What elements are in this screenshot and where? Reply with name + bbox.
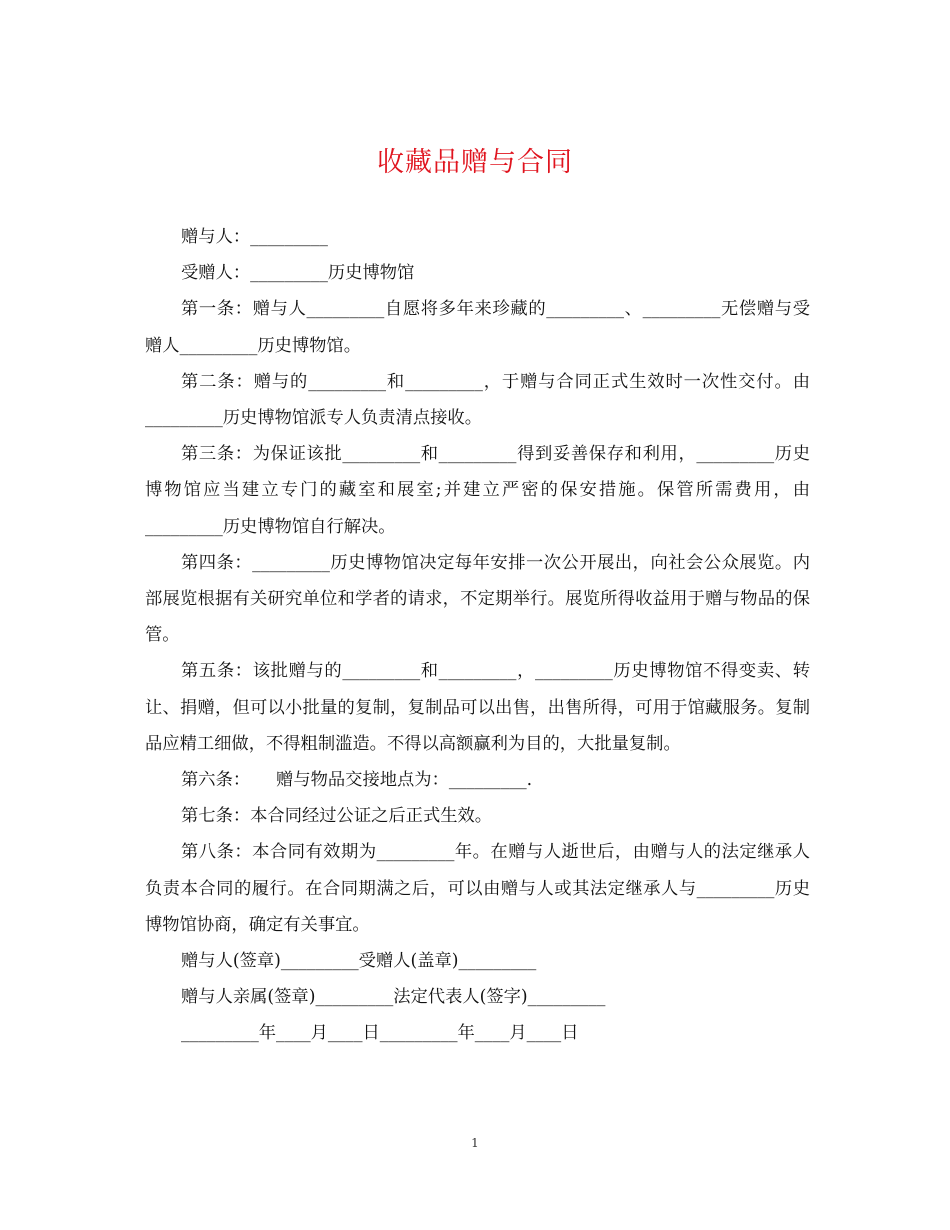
article-6: 第六条： 赠与物品交接地点为：_________. [181, 770, 533, 791]
contract-body [145, 219, 810, 1052]
article-5: 第五条：该批赠与的_________和_________，_________历史博物馆不得变卖、转让、捐赠，但可以小批量的复制，复制品可以出售，出售所得，可用于馆藏服务。复制品应精工细做，不得粗制滥造。不得以高额赢利为目的，大批量复制。 [145, 661, 810, 754]
article-1: 第一条：赠与人_________自愿将多年来珍藏的_________、_________无偿赠与受赠人_________历史博物馆。 [145, 299, 810, 356]
signature-line-1: 赠与人(签章)_________受赠人(盖章)_________ [181, 951, 537, 972]
signature-line-2: 赠与人亲属(签章)_________法定代表人(签字)_________ [181, 987, 606, 1008]
article-8: 第八条：本合同有效期为_________年。在赠与人逝世后，由赠与人的法定继承人负责本合同的履行。在合同期满之后，可以由赠与人或其法定继承人与_________历史博物馆协商，确定有关事宜。 [145, 842, 810, 935]
article-3: 第三条：为保证该批_________和_________得到妥善保存和利用，_________历史博物馆应当建立专门的藏室和展室;并建立严密的保安措施。保管所需费用，由_________历史博物馆自行解决。 [145, 444, 810, 537]
recipient-line: 受赠人：_________历史博物馆 [181, 263, 415, 284]
page-number: 1 [471, 1136, 479, 1150]
document-title: 收藏品赠与合同 [377, 147, 573, 178]
article-2: 第二条：赠与的_________和_________，于赠与合同正式生效时一次性交付。由_________历史博物馆派专人负责清点接收。 [145, 371, 810, 429]
article-4: 第四条：_________历史博物馆决定每年安排一次公开展出，向社会公众展览。内部展览根据有关研究单位和学者的请求，不定期举行。展览所得收益用于赠与物品的保管。 [145, 552, 810, 646]
article-7: 第七条：本合同经过公证之后正式生效。 [181, 806, 493, 827]
donor-line: 赠与人：_________ [181, 227, 328, 247]
date-line: _________年____月____日_________年____月____日 [181, 1023, 579, 1044]
